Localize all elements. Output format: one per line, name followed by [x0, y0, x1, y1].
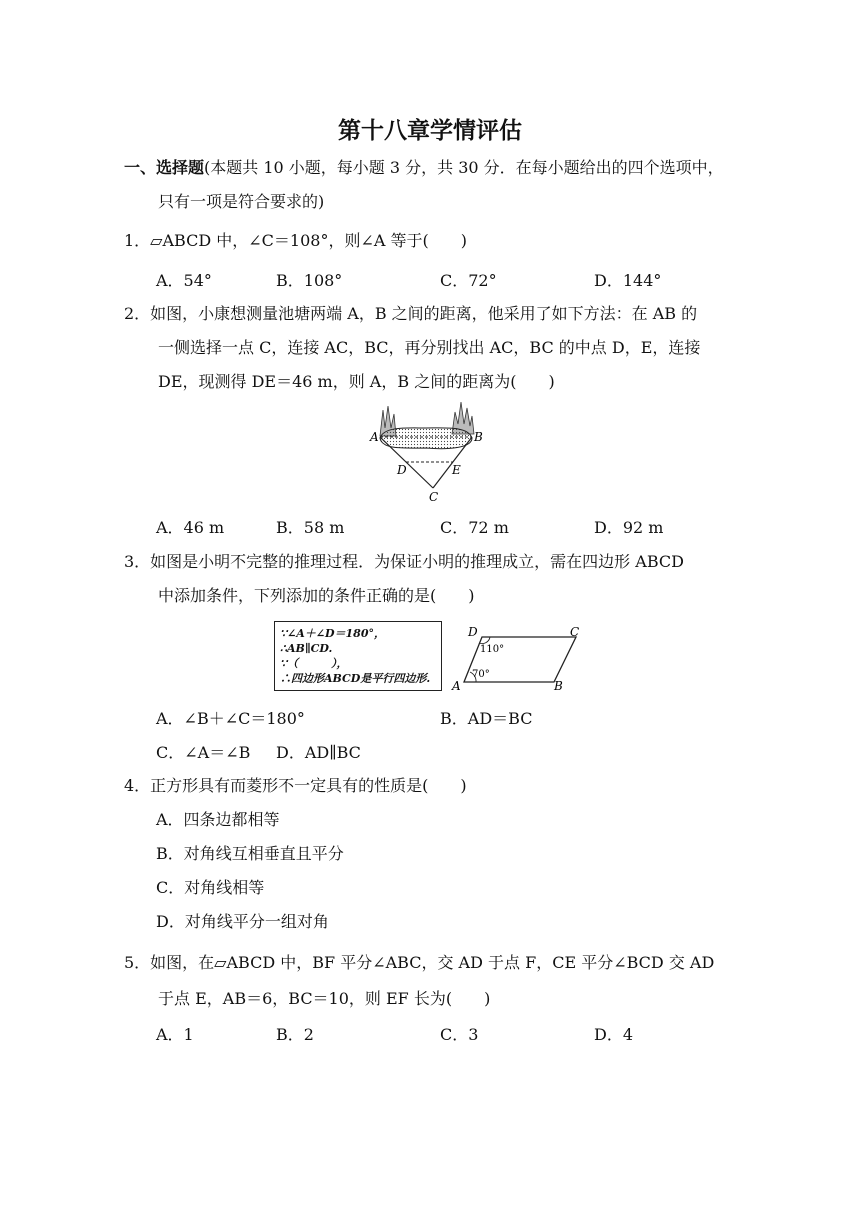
question-3-option-c: C．∠A＝∠B	[156, 743, 251, 762]
reasoning-box	[274, 621, 442, 691]
page-title: 第十八章学情评估	[338, 118, 522, 144]
angle-d-label: 110°	[480, 644, 505, 655]
question-3-option-b: B．AD＝BC	[440, 709, 533, 728]
question-2-text-line1: 2．如图，小康想测量池塘两端 A，B 之间的距离，他采用了如下方法：在 AB 的	[124, 304, 698, 323]
label-d: D	[468, 625, 478, 639]
question-2-option-d: D．92 m	[594, 518, 664, 537]
label-a: A	[452, 679, 461, 692]
question-4-option-d: D．对角线平分一组对角	[156, 912, 329, 931]
question-2-option-a: A．46 m	[156, 518, 225, 537]
pond-triangle-figure	[368, 398, 492, 508]
question-2-option-b: B．58 m	[276, 518, 345, 537]
section-description-cont: 只有一项是符合要求的)	[158, 192, 325, 211]
question-1-option-c: C．72°	[440, 271, 497, 290]
section-heading-line	[124, 157, 724, 179]
parallelogram-figure	[450, 624, 590, 692]
angle-a-label: 70°	[472, 669, 490, 680]
section-heading: 一、选择题	[124, 158, 205, 177]
question-5-option-d: D．4	[594, 1025, 634, 1044]
question-5-text-line1: 5．如图，在▱ABCD 中，BF 平分∠ABC，交 AD 于点 F，CE 平分∠BCD 交 AD	[124, 953, 715, 972]
question-5-option-c: C．3	[440, 1025, 479, 1044]
label-e: E	[452, 463, 461, 477]
question-4-text: 4．正方形具有而菱形不一定具有的性质是( )	[124, 776, 467, 795]
label-b: B	[554, 679, 563, 692]
question-5-option-b: B．2	[276, 1025, 314, 1044]
section-description: (本题共 10 小题，每小题 3 分，共 30 分．在每小题给出的四个选项中，	[204, 158, 724, 177]
label-c: C	[570, 625, 580, 639]
reasoning-step-4: ∴四边形ABCD是平行四边形.	[280, 672, 431, 685]
question-2-text-line3: DE，现测得 DE＝46 m，则 A，B 之间的距离为( )	[158, 372, 555, 391]
question-1-option-b: B．108°	[276, 271, 343, 290]
reasoning-step-3: ∵（ ），	[280, 657, 348, 670]
label-b: B	[474, 430, 483, 444]
question-3-option-a: A．∠B＋∠C＝180°	[156, 709, 305, 728]
question-4-option-c: C．对角线相等	[156, 878, 265, 897]
question-3-option-d: D．AD∥BC	[276, 743, 361, 762]
question-3-text-line2: 中添加条件，下列添加的条件正确的是( )	[158, 586, 475, 605]
question-1-option-d: D．144°	[594, 271, 662, 290]
question-5-text-line2: 于点 E，AB＝6，BC＝10，则 EF 长为( )	[158, 989, 491, 1008]
label-d: D	[397, 463, 407, 477]
label-c: C	[429, 490, 439, 504]
question-3-text-line1: 3．如图是小明不完整的推理过程．为保证小明的推理成立，需在四边形 ABCD	[124, 552, 684, 571]
pond-shape	[380, 428, 472, 449]
question-2-option-c: C．72 m	[440, 518, 509, 537]
label-a: A	[370, 430, 379, 444]
question-2-text-line2: 一侧选择一点 C，连接 AC，BC，再分别找出 AC，BC 的中点 D，E，连接	[158, 338, 701, 357]
reasoning-step-2: ∴AB∥CD.	[280, 642, 333, 655]
question-4-option-a: A．四条边都相等	[156, 810, 280, 829]
question-1-text: 1．▱ABCD 中，∠C＝108°，则∠A 等于( )	[124, 231, 467, 250]
question-5-option-a: A．1	[156, 1025, 194, 1044]
question-1-option-a: A．54°	[156, 271, 212, 290]
reasoning-step-1: ∵∠A＋∠D＝180°，	[280, 627, 385, 640]
question-4-option-b: B．对角线互相垂直且平分	[156, 844, 344, 863]
